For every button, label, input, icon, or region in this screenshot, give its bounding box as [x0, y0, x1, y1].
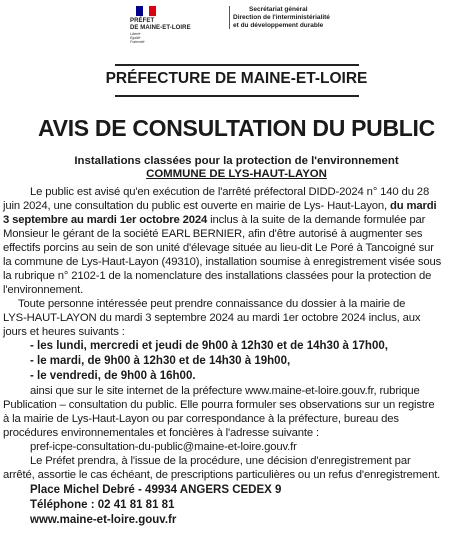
marianne-flag-icon — [136, 6, 156, 16]
p3-line-1: ainsi que sur le site internet de la préfecture www.maine-et-loire.gouv.fr, rubrique — [30, 385, 420, 397]
p1-line-1: Le public est avisé qu'en exécution de l'arrêté préfectoral DIDD-2024 n° 140 du 28 — [30, 186, 430, 198]
p1-line-4: Monsieur le gérant de la société EARL BERNIER, afin d'être autorisé à augmenter ses — [3, 228, 423, 240]
devise-liberte: Liberté — [130, 32, 141, 36]
p2-line-2: LYS-HAUT-LAYON du mardi 3 septembre 2024 au mardi 1er octobre 2024 inclus, aux — [3, 312, 421, 324]
top-rule — [115, 64, 359, 66]
devise-fraternite: Fraternité — [130, 39, 145, 44]
service-line-1: Secrétariat général — [249, 6, 308, 13]
middle-rule — [115, 95, 359, 97]
email-address: pref-icpe-consultation-du-public@maine-et-loire.gouv.fr — [30, 441, 297, 453]
p3-line-2: Publication – consultation du public. Elle pourra formuler ses observations sur un registre — [3, 399, 435, 411]
service-block — [233, 6, 330, 30]
p2-line-3: jours et heures suivants : — [3, 326, 125, 338]
p3-line-4: procédures environnementales et foncières à l'adresse suivante : — [3, 427, 319, 439]
p1-line-3: 3 septembre au mardi 1er octobre 2024 inclus à la suite de la demande formulée par — [3, 214, 426, 226]
contact-website: www.maine-et-loire.gouv.fr — [30, 514, 177, 526]
p2-line-1: Toute personne intéressée peut prendre connaissance du dossier à la mairie de — [18, 298, 406, 310]
commune-title: COMMUNE DE LYS-HAUT-LAYON — [146, 168, 327, 180]
prefecture-title: PRÉFECTURE DE MAINE-ET-LOIRE — [105, 70, 368, 87]
contact-phone: Téléphone : 02 41 81 81 81 — [30, 499, 175, 511]
p3-line-3: à la mairie de Lys-Haut-Layon ou par correspondance à la préfecture, bureau des — [3, 413, 399, 425]
avis-title: AVIS DE CONSULTATION DU PUBLIC — [38, 115, 435, 141]
p1-line-2: juin 2024, une consultation du public est ouverte en mairie de Lys- Haut-Layon, du mardi — [3, 200, 437, 212]
p1-line-6: la commune de Lys-Haut-Layon (49310), installation soumise à enregistrement visée sous — [3, 256, 442, 268]
p4-line-2: arrêté, assortie le cas échéant, de prescriptions particulières ou un refus d'enregistrement. — [3, 469, 441, 481]
logo-line-2: DE MAINE-ET-LOIRE — [130, 24, 191, 31]
hours-line-1: - les lundi, mercredi et jeudi de 9h00 à 12h30 et de 14h30 à 17h00, — [30, 340, 388, 352]
devise-egalite: Égalité — [130, 35, 141, 40]
p1-line-7: la rubrique n° 2102-1 de la nomenclature des installations classées pour la protection de — [3, 270, 432, 282]
header-separator — [229, 6, 230, 29]
p4-line-1: Le Préfet prendra, à l'issue de la procédure, une décision d'enregistrement par — [30, 455, 411, 467]
p1-line-5: effectifs porcins au sein de son unité d'élevage située au lieu-dit Le Poré à Tancoigné sur — [3, 242, 434, 254]
logo-title — [130, 18, 210, 31]
hours-line-2: - le mardi, de 9h00 à 12h30 et de 14h30 à 19h00, — [30, 355, 291, 367]
logo-line-1: PRÉFET — [130, 18, 155, 24]
contact-address: Place Michel Debré - 49934 ANGERS CEDEX 9 — [30, 484, 282, 496]
devise — [130, 33, 160, 44]
p1-line-8: l'environnement. — [3, 284, 84, 296]
service-line-3: et du développement durable — [233, 22, 324, 29]
service-line-2: Direction de l'interministérialité — [233, 14, 330, 21]
header — [0, 0, 473, 52]
hours-line-3: - le vendredi, de 9h00 à 16h00. — [30, 370, 196, 382]
subtitle: Installations classées pour la protection de l'environnement — [74, 155, 399, 167]
